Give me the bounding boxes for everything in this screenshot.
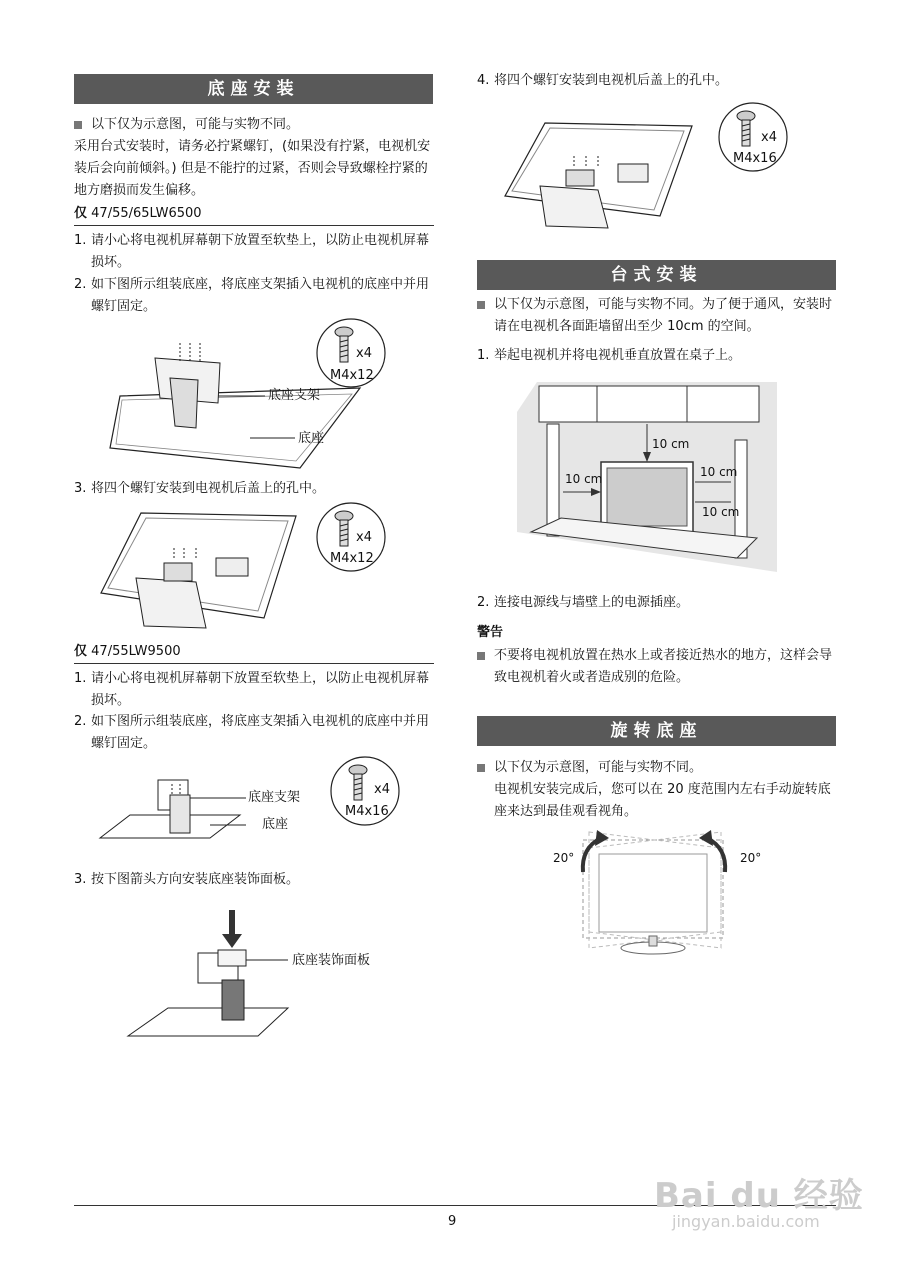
warning-bullet: 不要将电视机放置在热水上或者接近热水的地方，这样会导致电视机着火或者造成别的危险。: [477, 645, 839, 689]
bullet-square-icon: [477, 301, 485, 309]
angle-right: 20°: [740, 851, 762, 865]
label-cover-panel: 底座装饰面板: [292, 953, 371, 968]
bullet-square-icon: [74, 121, 82, 129]
clearance-back: 10 cm: [702, 505, 740, 519]
figure-tv-back-1: [96, 508, 306, 628]
section-title-swivel-stand: 旋转底座: [477, 716, 836, 746]
screw-qty: x4: [374, 782, 390, 797]
m1-step-1: 1. 请小心将电视机屏幕朝下放置至软垫上，以防止电视机屏幕损坏。: [74, 233, 430, 270]
figure-stand-assembly-2: [100, 770, 250, 840]
intro-bullet: 以下仅为示意图，可能与实物不同。: [74, 114, 436, 136]
m2-step-1: 1. 请小心将电视机屏幕朝下放置至软垫上，以防止电视机屏幕损坏。: [74, 671, 430, 708]
model-heading-2: [74, 643, 436, 661]
watermark-url: jingyan.baidu.com: [672, 1212, 820, 1231]
screw-qty: x4: [761, 130, 777, 145]
clearance-left: 10 cm: [565, 472, 603, 486]
section-title-stand-install: 底座安装: [74, 74, 433, 104]
page-number: 9: [448, 1214, 457, 1229]
m2-step-3: 3. 按下图箭头方向安装底座装饰面板。: [74, 872, 300, 887]
screw-size: M4x12: [330, 551, 374, 566]
model-number: 47/55LW9500: [91, 644, 181, 659]
s2-bullet: 以下仅为示意图，可能与实物不同。为了便于通风，安装时请在电视机各面距墙留出至少 10cm 的空间。: [477, 294, 839, 338]
divider: [74, 663, 434, 664]
model-heading-1: [74, 205, 436, 223]
label-stand-base: 底座: [298, 431, 325, 446]
bullet-square-icon: [477, 764, 485, 772]
screw-size: M4x16: [345, 804, 389, 819]
screw-qty: x4: [356, 346, 372, 361]
label-stand-bracket: 底座支架: [248, 790, 301, 805]
right-step-4: 4. 将四个螺钉安装到电视机后盖上的孔中。: [477, 73, 729, 88]
label-stand-bracket: 底座支架: [268, 388, 321, 403]
figure-cover-panel: [128, 908, 298, 1038]
figure-tv-back-2: [500, 118, 700, 230]
s2-step-2: 2. 连接电源线与墙壁上的电源插座。: [477, 595, 690, 610]
m2-step-2: 2. 如下图所示组装底座，将底座支架插入电视机的底座中并用螺钉固定。: [74, 714, 430, 751]
s3-bullet: 以下仅为示意图，可能与实物不同。: [477, 757, 839, 779]
figure-clearance-room: [517, 382, 777, 572]
section-title-desk-install: 台式安装: [477, 260, 836, 290]
model-number: 47/55/65LW6500: [91, 206, 202, 221]
divider: [74, 225, 434, 226]
s2-step-1: 1. 举起电视机并将电视机垂直放置在桌子上。: [477, 348, 742, 363]
screw-size: M4x12: [330, 368, 374, 383]
watermark-brand: Bai du 经验: [654, 1176, 864, 1216]
model-prefix: 仅: [74, 206, 88, 221]
model-prefix: 仅: [74, 644, 88, 659]
figure-swivel: [575, 828, 735, 968]
clearance-right: 10 cm: [700, 465, 738, 479]
label-stand-base: 底座: [262, 817, 289, 832]
m1-step-3: 3. 将四个螺钉安装到电视机后盖上的孔中。: [74, 481, 326, 496]
intro-text: 采用台式安装时，请务必拧紧螺钉，(如果没有拧紧，电视机安装后会向前倾斜。) 但是不能拧的过紧，否则会导致螺栓拧紧的地方磨损而发生偏移。: [74, 139, 431, 198]
screw-size: M4x16: [733, 151, 777, 166]
m1-step-2: 2. 如下图所示组装底座，将底座支架插入电视机的底座中并用螺钉固定。: [74, 277, 430, 314]
bullet-square-icon: [477, 652, 485, 660]
clearance-top: 10 cm: [652, 437, 690, 451]
warning-title: 警告: [477, 625, 504, 640]
s3-text: 电视机安装完成后，您可以在 20 度范围内左右手动旋转底座来达到最佳观看视角。: [494, 782, 831, 819]
screw-qty: x4: [356, 530, 372, 545]
angle-left: 20°: [553, 851, 575, 865]
